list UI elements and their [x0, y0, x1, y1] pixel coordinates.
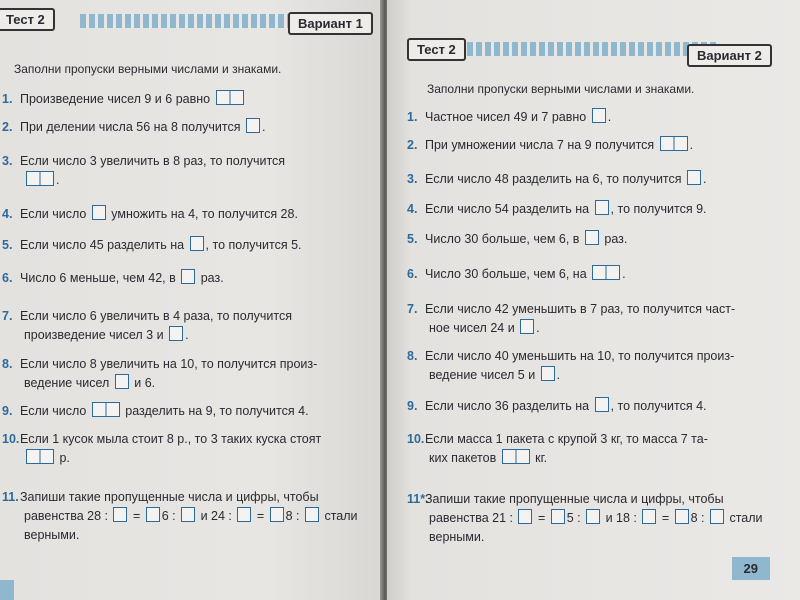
- corner-marker: [0, 580, 14, 600]
- task-text: Если число 54 разделить на: [425, 202, 593, 216]
- task-text: разделить на 9, то получится 4.: [121, 404, 309, 418]
- answer-box[interactable]: [26, 449, 54, 464]
- task-item: [2, 118, 265, 137]
- test-label: Тест 2: [0, 8, 55, 31]
- task-text: =: [129, 509, 144, 523]
- task-text: Если число 40 уменьшить на 10, то получится произ-: [425, 349, 735, 363]
- task-number: 6.: [407, 267, 418, 281]
- answer-box[interactable]: [237, 507, 251, 522]
- task-text: Если число 3 увеличить в 8 раз, то получится: [20, 154, 286, 168]
- task-text: , то получится 9.: [610, 202, 707, 216]
- task-number: 8.: [407, 349, 418, 363]
- answer-box[interactable]: [181, 269, 195, 284]
- task-text: Если число 42 уменьшить в 7 раз, то получится част-: [425, 302, 736, 316]
- answer-box[interactable]: [92, 205, 106, 220]
- task-text: произведение чисел 3 и: [24, 328, 168, 342]
- answer-box[interactable]: [586, 509, 600, 524]
- task-number: 3.: [2, 154, 13, 168]
- answer-box[interactable]: [246, 118, 260, 133]
- variant-label: Вариант 1: [288, 12, 373, 35]
- answer-box[interactable]: [190, 236, 204, 251]
- task-number: 8.: [2, 357, 13, 371]
- task-text: .: [56, 173, 60, 187]
- task-text: , то получится 5.: [205, 238, 302, 252]
- task-item: [2, 355, 317, 393]
- answer-box[interactable]: [710, 509, 724, 524]
- task-text: ное чисел 24 и: [429, 321, 519, 335]
- answer-box[interactable]: [115, 374, 129, 389]
- answer-box[interactable]: [146, 507, 160, 522]
- task-text: Если число 45 разделить на: [20, 238, 188, 252]
- task-item: [2, 488, 358, 545]
- task-text: .: [689, 138, 694, 152]
- task-item: [407, 136, 693, 155]
- task-number: 5.: [2, 238, 13, 252]
- task-text: Число 30 больше, чем 6, на: [425, 267, 591, 281]
- task-number: 7.: [407, 302, 418, 316]
- variant-label: Вариант 2: [687, 44, 772, 67]
- task-text: ких пакетов: [429, 451, 500, 465]
- task-text: раз.: [600, 232, 628, 246]
- task-item: [2, 402, 309, 421]
- answer-box[interactable]: [592, 265, 620, 280]
- task-text: верными.: [429, 530, 485, 544]
- task-text: .: [607, 110, 612, 124]
- task-item: [407, 300, 735, 338]
- task-text: равенства 28 :: [24, 509, 112, 523]
- task-text: Если масса 1 пакета с крупой 3 кг, то масса 7 та-: [425, 432, 708, 446]
- task-text: При умножении числа 7 на 9 получится: [425, 138, 658, 152]
- task-number: 6.: [2, 271, 13, 285]
- answer-box[interactable]: [169, 326, 183, 341]
- answer-box[interactable]: [520, 319, 534, 334]
- answer-box[interactable]: [585, 230, 599, 245]
- task-item: [2, 152, 285, 190]
- task-text: верными.: [24, 528, 80, 542]
- task-text: Если число 48 разделить на 6, то получится: [425, 172, 686, 186]
- task-text: Число 30 больше, чем 6, в: [425, 232, 583, 246]
- task-text: и 6.: [130, 376, 156, 390]
- task-item: [407, 265, 626, 284]
- task-text: .: [622, 267, 626, 281]
- answer-box[interactable]: [675, 509, 689, 524]
- answer-box[interactable]: [551, 509, 565, 524]
- task-item: [407, 108, 611, 127]
- answer-box[interactable]: [518, 509, 532, 524]
- instructions: Заполни пропуски верными числами и знаками.: [427, 82, 695, 96]
- answer-box[interactable]: [541, 366, 555, 381]
- task-text: Число 6 меньше, чем 42, в: [20, 271, 180, 285]
- answer-box[interactable]: [92, 402, 120, 417]
- answer-box[interactable]: [687, 170, 701, 185]
- page-number: 29: [732, 557, 770, 580]
- answer-box[interactable]: [502, 449, 530, 464]
- task-text: .: [556, 368, 561, 382]
- task-text: 8 :: [285, 509, 303, 523]
- task-number: 9.: [407, 399, 418, 413]
- task-number: 10.: [407, 432, 425, 446]
- answer-box[interactable]: [595, 397, 609, 412]
- task-text: При делении числа 56 на 8 получится: [20, 120, 244, 134]
- task-number: 5.: [407, 232, 418, 246]
- task-text: Частное чисел 49 и 7 равно: [425, 110, 590, 124]
- task-text: стали: [726, 511, 763, 525]
- answer-box[interactable]: [181, 507, 195, 522]
- answer-box[interactable]: [595, 200, 609, 215]
- answer-box[interactable]: [270, 507, 284, 522]
- task-text: Если число: [20, 404, 90, 418]
- task-item: [2, 205, 298, 224]
- answer-box[interactable]: [592, 108, 606, 123]
- task-item: [407, 490, 763, 547]
- task-text: р.: [56, 451, 70, 465]
- task-item: [2, 90, 246, 109]
- answer-box[interactable]: [660, 136, 688, 151]
- task-number: 1.: [407, 110, 418, 124]
- task-text: кг.: [531, 451, 548, 465]
- task-text: ведение чисел 5 и: [429, 368, 539, 382]
- header-stripe: [467, 42, 717, 56]
- task-item: [2, 269, 224, 288]
- task-item: [407, 170, 707, 189]
- task-text: .: [703, 172, 707, 186]
- task-text: Произведение чисел 9 и 6 равно: [20, 92, 214, 106]
- task-number: 2.: [2, 120, 13, 134]
- header-stripe: [80, 14, 290, 28]
- answer-box[interactable]: [26, 171, 54, 186]
- answer-box[interactable]: [113, 507, 127, 522]
- task-item: [407, 347, 734, 385]
- right-page: [387, 0, 800, 600]
- task-item: [2, 307, 292, 345]
- task-item: [407, 230, 627, 249]
- task-text: Если 1 кусок мыла стоит 8 р., то 3 таких куска стоят: [20, 432, 322, 446]
- task-text: =: [658, 511, 673, 525]
- task-number: 7.: [2, 309, 13, 323]
- answer-box[interactable]: [642, 509, 656, 524]
- answer-box[interactable]: [305, 507, 319, 522]
- task-text: , то получится 4.: [610, 399, 707, 413]
- task-item: [407, 200, 707, 219]
- task-item: [407, 430, 708, 468]
- task-text: 8 :: [690, 511, 708, 525]
- task-text: равенства 21 :: [429, 511, 517, 525]
- task-text: =: [253, 509, 268, 523]
- task-text: умножить на 4, то получится 28.: [107, 207, 298, 221]
- task-number: 3.: [407, 172, 418, 186]
- task-number: 9.: [2, 404, 13, 418]
- task-text: .: [261, 120, 266, 134]
- task-text: Запиши такие пропущенные числа и цифры, чтобы: [20, 490, 319, 504]
- task-text: 6 :: [161, 509, 180, 523]
- task-text: ведение чисел: [24, 376, 113, 390]
- task-item: [2, 236, 302, 255]
- answer-box[interactable]: [216, 90, 244, 105]
- task-item: [2, 430, 321, 468]
- task-text: Если число 36 разделить на: [425, 399, 593, 413]
- task-number: 4.: [2, 207, 13, 221]
- task-text: и 24 :: [197, 509, 236, 523]
- task-number: 11.: [2, 490, 19, 504]
- task-item: [407, 397, 707, 416]
- task-text: Если число: [20, 207, 90, 221]
- task-text: .: [185, 328, 189, 342]
- task-text: стали: [321, 509, 358, 523]
- task-number: 4.: [407, 202, 418, 216]
- task-number: 10.: [2, 432, 20, 446]
- task-text: Если число 6 увеличить в 4 раза, то получится: [20, 309, 293, 323]
- task-text: раз.: [197, 271, 224, 285]
- task-text: .: [536, 321, 540, 335]
- instructions: Заполни пропуски верными числами и знаками.: [14, 62, 282, 76]
- task-text: =: [534, 511, 549, 525]
- task-number: 11*.: [407, 492, 429, 506]
- task-number: 2.: [407, 138, 418, 152]
- task-text: 5 :: [566, 511, 585, 525]
- task-text: Запиши такие пропущенные числа и цифры, чтобы: [425, 492, 724, 506]
- test-label: Тест 2: [407, 38, 466, 61]
- left-page: [0, 0, 383, 600]
- task-text: и 18 :: [602, 511, 641, 525]
- task-text: Если число 8 увеличить на 10, то получится произ-: [20, 357, 318, 371]
- task-number: 1.: [2, 92, 13, 106]
